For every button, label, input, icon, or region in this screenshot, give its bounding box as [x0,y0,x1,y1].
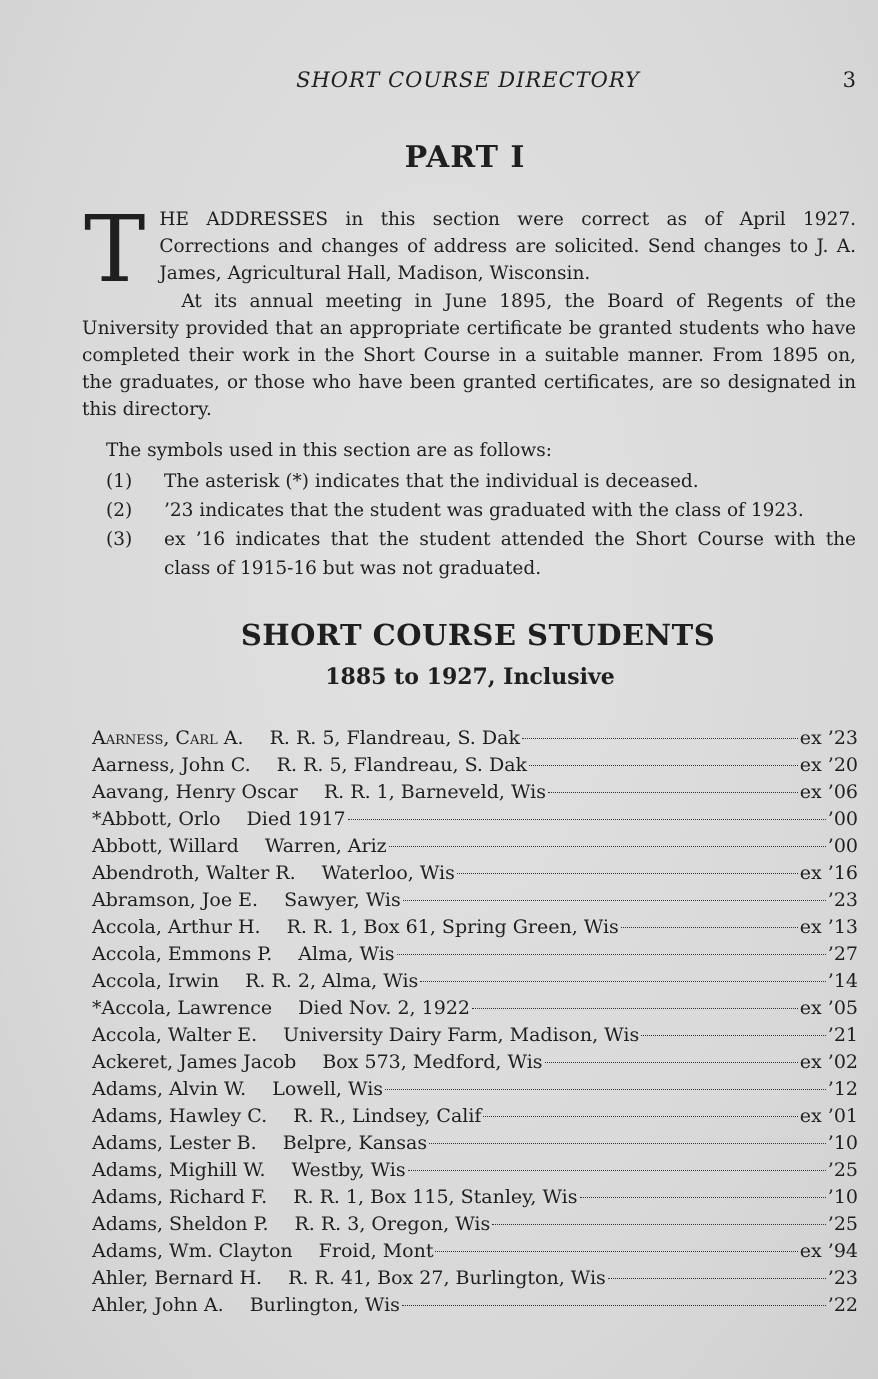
student-name: Accola, Emmons P. [92,943,273,965]
student-entry [92,1132,858,1159]
dot-leader [472,1008,798,1009]
student-address: Box 573, Medford, Wis [322,1051,543,1073]
symbol-number: (2) [106,500,133,521]
student-name: Ahler, John A. [92,1294,224,1316]
student-name: Accola, Irwin [92,970,220,992]
student-address: R. R. 1, Barneveld, Wis [323,781,546,803]
dot-leader [403,900,826,901]
student-class-year: ’25 [827,1213,858,1235]
student-name: Aavang, Henry Oscar [92,781,298,803]
student-name: Adams, Richard F. [92,1186,268,1208]
student-class-year: ex ’13 [799,916,858,938]
dot-leader [580,1197,826,1198]
student-class-year: ’25 [827,1159,858,1181]
symbol-text: ’23 indicates that the student was graduated with the class of 1923. [164,500,804,521]
student-name: *Abbott, Orlo [92,808,221,830]
section-subheading: 1885 to 1927, Inclusive [325,664,615,690]
student-entry [92,754,858,781]
symbol-text: The asterisk (*) indicates that the individual is deceased. [164,471,699,492]
symbol-item [106,525,856,583]
symbol-number: (1) [106,471,133,492]
student-name: Adams, Wm. Clayton [92,1240,293,1262]
student-class-year: ex ’02 [799,1051,858,1073]
symbol-number: (3) [106,529,133,550]
student-address: R. R. 3, Oregon, Wis [294,1213,491,1235]
student-name: Aarness, John C. [92,754,251,776]
student-entry [92,889,858,916]
dot-leader [389,846,826,847]
student-class-year: ex ’94 [799,1240,858,1262]
student-address: Burlington, Wis [249,1294,400,1316]
student-address: Died 1917 [246,808,346,830]
dot-leader [522,738,798,739]
student-address: Waterloo, Wis [321,862,455,884]
intro-paragraph-addresses: HE ADDRESSES in this section were correct as of April 1927. Corrections and changes of address are solicited. Send changes to J. A. James, Agricultural Hall, Madison, Wisconsin. [159,209,856,285]
dot-leader [608,1278,826,1279]
dot-leader [545,1062,798,1063]
student-address: R. R. 2, Alma, Wis [245,970,419,992]
student-class-year: ex ’23 [799,727,858,749]
student-address: R. R., Lindsey, Calif [293,1105,482,1127]
student-class-year: ’22 [827,1294,858,1316]
dot-leader [397,954,826,955]
dot-leader [385,1089,826,1090]
student-name: Adams, Mighill W. [92,1159,266,1181]
page-number: 3 [842,68,856,92]
student-address: Lowell, Wis [272,1078,384,1100]
dot-leader [408,1170,826,1171]
intro-paragraph-regents: At its annual meeting in June 1895, the Board of Regents of the University provided that an appropriate certificate be granted students who have completed their work in the Short Course in a suitable manner. From 1895 on, the graduates, or those who have been granted certificates, are so designated in this directory. [82,290,856,421]
student-class-year: ex ’01 [799,1105,858,1127]
student-entry [92,1294,858,1321]
dot-leader [621,927,798,928]
dot-leader [420,981,826,982]
student-address: Died Nov. 2, 1922 [298,997,470,1019]
student-name: Ahler, Bernard H. [92,1267,263,1289]
student-name: Ackeret, James Jacob [92,1051,297,1073]
dot-leader [435,1251,797,1252]
symbols-list [106,467,856,583]
student-address: Sawyer, Wis [284,889,401,911]
student-entry [92,1051,858,1078]
dot-leader [529,765,798,766]
student-address: Westby, Wis [291,1159,406,1181]
student-class-year: ’12 [827,1078,858,1100]
dot-leader [457,873,798,874]
student-entry [92,781,858,808]
student-class-year: ’00 [827,835,858,857]
student-address: R. R. 41, Box 27, Burlington, Wis [288,1267,606,1289]
student-name: Accola, Walter E. [92,1024,258,1046]
student-entry [92,943,858,970]
student-name: Abramson, Joe E. [92,889,259,911]
dot-leader [492,1224,826,1225]
student-class-year: ex ’06 [799,781,858,803]
symbol-text: ex ’16 indicates that the student attended the Short Course with the class of 1915-16 but was not graduated. [164,529,856,579]
symbol-item [106,496,856,525]
student-class-year: ’00 [827,808,858,830]
student-entry [92,1240,858,1267]
student-name: Adams, Sheldon P. [92,1213,269,1235]
student-class-year: ’10 [827,1186,858,1208]
student-name: Accola, Arthur H. [92,916,261,938]
student-class-year: ex ’16 [799,862,858,884]
student-address: R. R. 1, Box 61, Spring Green, Wis [286,916,619,938]
student-class-year: ’21 [827,1024,858,1046]
student-entry [92,1105,858,1132]
student-address: Warren, Ariz [264,835,387,857]
student-address: R. R. 1, Box 115, Stanley, Wis [293,1186,578,1208]
running-title: SHORT COURSE DIRECTORY [296,68,640,92]
student-entry [92,1078,858,1105]
dot-leader [483,1116,797,1117]
student-class-year: ’23 [827,1267,858,1289]
student-entry [92,835,858,862]
dot-leader [348,819,826,820]
running-head [0,66,878,96]
part-heading: PART I [404,140,526,175]
symbol-item [106,467,856,496]
student-name: *Accola, Lawrence [92,997,273,1019]
student-address: R. R. 5, Flandreau, S. Dak [276,754,528,776]
student-entry [92,1024,858,1051]
student-entry [92,916,858,943]
student-address: R. R. 5, Flandreau, S. Dak [269,727,520,749]
student-entry [92,1213,858,1240]
section-heading: SHORT COURSE STUDENTS [240,618,716,652]
student-address: Alma, Wis [298,943,395,965]
student-class-year: ’27 [827,943,858,965]
student-name: Adams, Hawley C. [92,1105,268,1127]
student-entry [92,1267,858,1294]
symbols-intro: The symbols used in this section are as follows: [106,440,552,461]
student-class-year: ’14 [827,970,858,992]
student-name: Adams, Lester B. [92,1132,257,1154]
intro-text [82,196,856,424]
student-class-year: ex ’20 [799,754,858,776]
drop-cap: T [84,196,146,303]
dot-leader [429,1143,826,1144]
student-entry [92,970,858,997]
student-class-year: ’23 [827,889,858,911]
student-address: University Dairy Farm, Madison, Wis [283,1024,640,1046]
student-address: Belpre, Kansas [282,1132,428,1154]
student-name: Adams, Alvin W. [92,1078,247,1100]
student-directory-list [92,727,858,1321]
student-class-year: ex ’05 [799,997,858,1019]
student-name: Abendroth, Walter R. [92,862,296,884]
dot-leader [402,1305,826,1306]
student-entry [92,997,858,1024]
student-entry [92,1186,858,1213]
student-class-year: ’10 [827,1132,858,1154]
dot-leader [641,1035,826,1036]
student-name: Abbott, Willard [92,835,239,857]
student-entry [92,862,858,889]
student-name: Aarness, Carl A. [92,727,244,749]
student-entry [92,808,858,835]
student-address: Froid, Mont [318,1240,434,1262]
dot-leader [548,792,798,793]
student-entry [92,727,858,754]
student-entry [92,1159,858,1186]
